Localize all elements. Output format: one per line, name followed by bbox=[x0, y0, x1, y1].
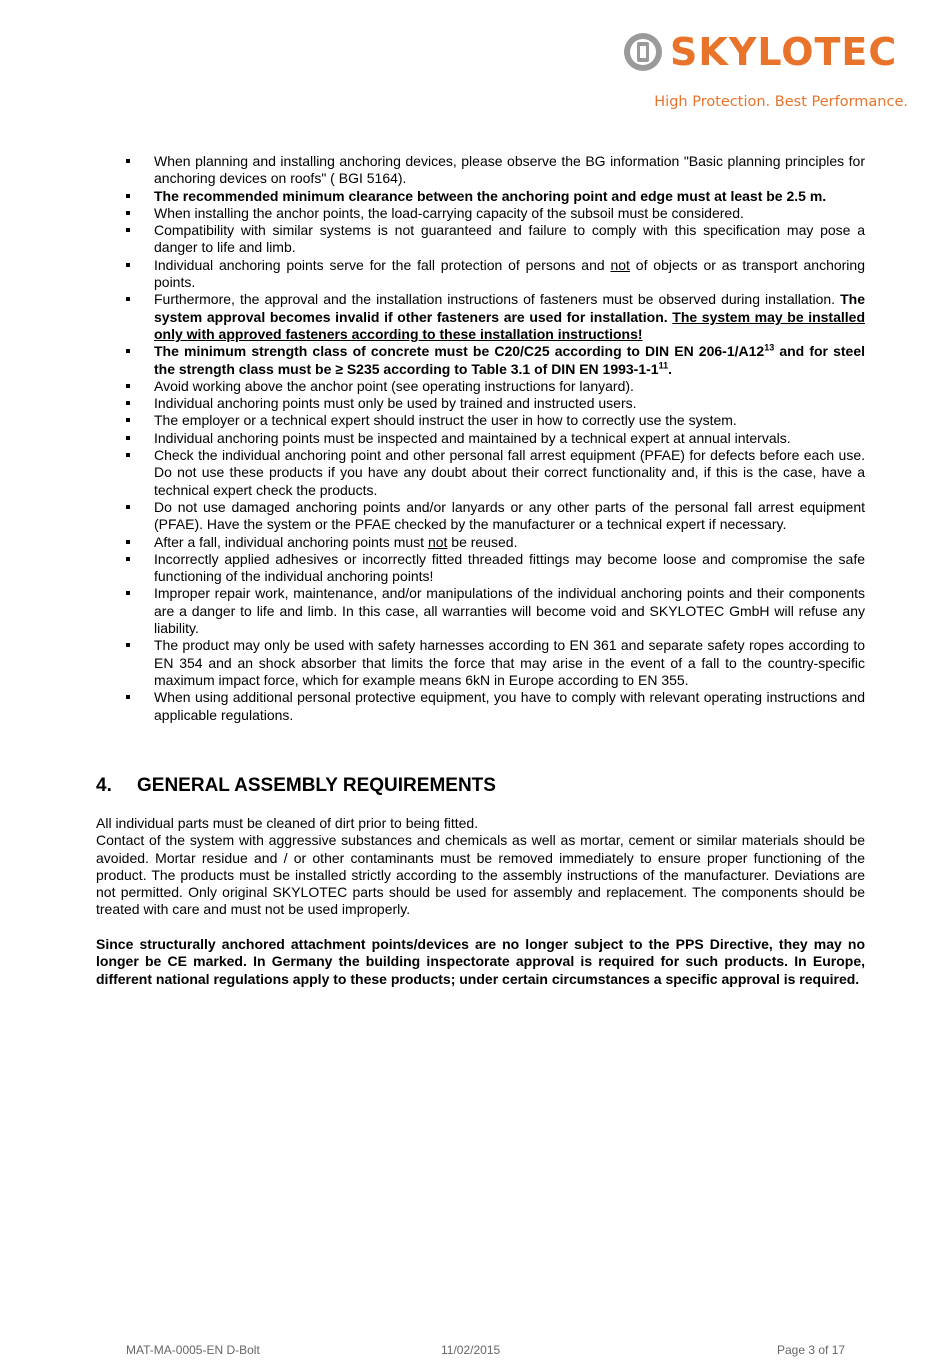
list-item bbox=[126, 637, 865, 689]
list-item-text: Compatibility with similar systems is not guaranteed and failure to comply with this specification may pose a danger to life and limb. bbox=[154, 222, 865, 256]
bullet-marker bbox=[126, 436, 130, 440]
bullet-marker bbox=[126, 349, 130, 353]
list-item bbox=[126, 551, 865, 586]
bullet-marker bbox=[126, 453, 130, 457]
list-item bbox=[126, 499, 865, 534]
list-item bbox=[126, 257, 865, 292]
footnote-ref: 11 bbox=[658, 359, 669, 370]
safety-instructions-list bbox=[126, 153, 865, 724]
list-item-text: The product may only be used with safety harnesses according to EN 361 and separate safety ropes according to EN 354 and an shock absorber that limits the force that may arise in the event of a fall to the country-specific maximum impact force, which for example means 6kN in Europe according to EN 355. bbox=[154, 637, 865, 688]
bullet-marker bbox=[126, 540, 130, 544]
list-item-text: Furthermore, the approval and the installation instructions of fasteners must be observed during installation. bbox=[154, 291, 841, 308]
list-item-text: . bbox=[668, 360, 672, 377]
footer-date: 11/02/2015 bbox=[441, 1343, 501, 1357]
skylotec-logo bbox=[622, 30, 912, 76]
bullet-marker bbox=[126, 401, 130, 405]
section-heading bbox=[96, 774, 496, 798]
list-item-text: The system approval becomes invalid if other fasteners are used for installation. bbox=[154, 291, 865, 325]
bullet-marker bbox=[126, 263, 130, 267]
list-item bbox=[126, 447, 865, 499]
section-body bbox=[96, 815, 865, 988]
list-item-text: not bbox=[610, 256, 630, 273]
list-item-text: When installing the anchor points, the load-carrying capacity of the subsoil must be considered. bbox=[154, 204, 744, 221]
list-item-text: of objects or as transport anchoring points. bbox=[154, 256, 865, 291]
list-item-text: Individual anchoring points must only be used by trained and instructed users. bbox=[154, 395, 637, 412]
list-item bbox=[126, 430, 865, 447]
footer-document-id: MAT-MA-0005-EN D-Bolt bbox=[126, 1343, 260, 1357]
list-item-text: Check the individual anchoring point and other personal fall arrest equipment (PFAE) for defects before each use. Do not use these products if you have any doubt about their correct functionality and, if this is the case, have a technical expert check the products. bbox=[154, 447, 865, 498]
list-item bbox=[126, 689, 865, 724]
list-item-text: be reused. bbox=[447, 533, 518, 550]
bullet-marker bbox=[126, 228, 130, 232]
list-item-text: Improper repair work, maintenance, and/or manipulations of the individual anchoring points and their components are a danger to life and limb. In this case, all warranties will become void and SKYLOTEC GmbH will refuse any liability. bbox=[154, 585, 865, 637]
list-item bbox=[126, 205, 865, 222]
ce-notice-paragraph: Since structurally anchored attachment points/devices are no longer subject to the PPS Directive, they may no longer be CE marked. In Germany the building inspectorate approval is required for such products. In Europe, different national regulations apply to these products; under certain circumstances a specific approval is required. bbox=[96, 936, 865, 987]
list-item-text: The recommended minimum clearance between the anchoring point and edge must at least be 2.5 m. bbox=[154, 187, 827, 204]
list-item-text: Do not use damaged anchoring points and/or lanyards or any other parts of the personal fall arrest equipment (PFAE). Have the system or the PFAE checked by the manufacturer or a technical expert if necessary. bbox=[154, 498, 865, 533]
list-item bbox=[126, 188, 865, 205]
bullet-marker bbox=[126, 418, 130, 422]
bullet-marker bbox=[126, 211, 130, 215]
list-item-text: After a fall, individual anchoring points must bbox=[154, 533, 428, 550]
list-item-text: Individual anchoring points serve for the fall protection of persons and bbox=[154, 256, 611, 273]
list-item bbox=[126, 343, 865, 378]
bullet-marker bbox=[126, 297, 130, 301]
list-item-text: When planning and installing anchoring devices, please observe the BG information "Basic planning principles for anchoring devices on roofs" ( BGI 5164). bbox=[154, 153, 865, 187]
list-item bbox=[126, 291, 865, 343]
bullet-marker bbox=[126, 643, 130, 647]
list-item-text: The minimum strength class of concrete must be C20/C25 according to DIN EN 206-1/A12 bbox=[154, 343, 765, 360]
list-item-text: not bbox=[427, 533, 448, 550]
list-item bbox=[126, 534, 865, 551]
bullet-marker bbox=[126, 384, 130, 388]
bullet-marker bbox=[126, 591, 130, 595]
list-item bbox=[126, 412, 865, 429]
list-item bbox=[126, 585, 865, 637]
list-item-text: Avoid working above the anchor point (see operating instructions for lanyard). bbox=[154, 377, 634, 394]
list-item bbox=[126, 395, 865, 412]
list-item-text: The system may be installed only with approved fasteners according to these installation instructions! bbox=[154, 308, 866, 342]
contact-paragraph: Contact of the system with aggressive substances and chemicals as well as mortar, cement or similar materials should be avoided. Mortar residue and / or other contaminants must be removed immediately to ensure proper functioning of the product. The products must be installed strictly according to the assembly instructions of the manufacturer. Deviations are not permitted. Only original SKYLOTEC parts should be used for assembly and replacement. The components should be treated with care and must not be used improperly. bbox=[96, 832, 865, 918]
footer-page-number: Page 3 of 17 bbox=[777, 1343, 846, 1357]
skylotec-logo-icon bbox=[622, 31, 664, 73]
brand-tagline: High Protection. Best Performance. bbox=[654, 94, 908, 110]
bullet-marker bbox=[126, 557, 130, 561]
bullet-marker bbox=[126, 695, 130, 699]
list-item-text: The employer or a technical expert should instruct the user in how to correctly use the system. bbox=[154, 412, 737, 429]
footnote-ref: 13 bbox=[764, 342, 775, 353]
list-item-text: Individual anchoring points must be inspected and maintained by a technical expert at annual intervals. bbox=[154, 429, 791, 446]
bullet-marker bbox=[126, 159, 130, 163]
list-item bbox=[126, 153, 865, 188]
list-item bbox=[126, 378, 865, 395]
list-item-text: and for steel the strength class must be ≥ S235 according to Table 3.1 of DIN EN 1993-1-1 bbox=[154, 343, 865, 377]
section-title: GENERAL ASSEMBLY REQUIREMENTS bbox=[137, 775, 496, 796]
bullet-marker bbox=[126, 505, 130, 509]
brand-name: SKYLOTEC bbox=[670, 30, 898, 74]
bullet-marker bbox=[126, 194, 130, 198]
section-number: 4. bbox=[96, 775, 112, 796]
list-item-text: Incorrectly applied adhesives or incorrectly fitted threaded fittings may become loose and compromise the safe functioning of the individual anchoring points! bbox=[154, 550, 865, 585]
cleaning-paragraph: All individual parts must be cleaned of dirt prior to being fitted. bbox=[96, 815, 479, 831]
list-item bbox=[126, 222, 865, 257]
list-item-text: When using additional personal protective equipment, you have to comply with relevant operating instructions and applicable regulations. bbox=[154, 689, 865, 723]
